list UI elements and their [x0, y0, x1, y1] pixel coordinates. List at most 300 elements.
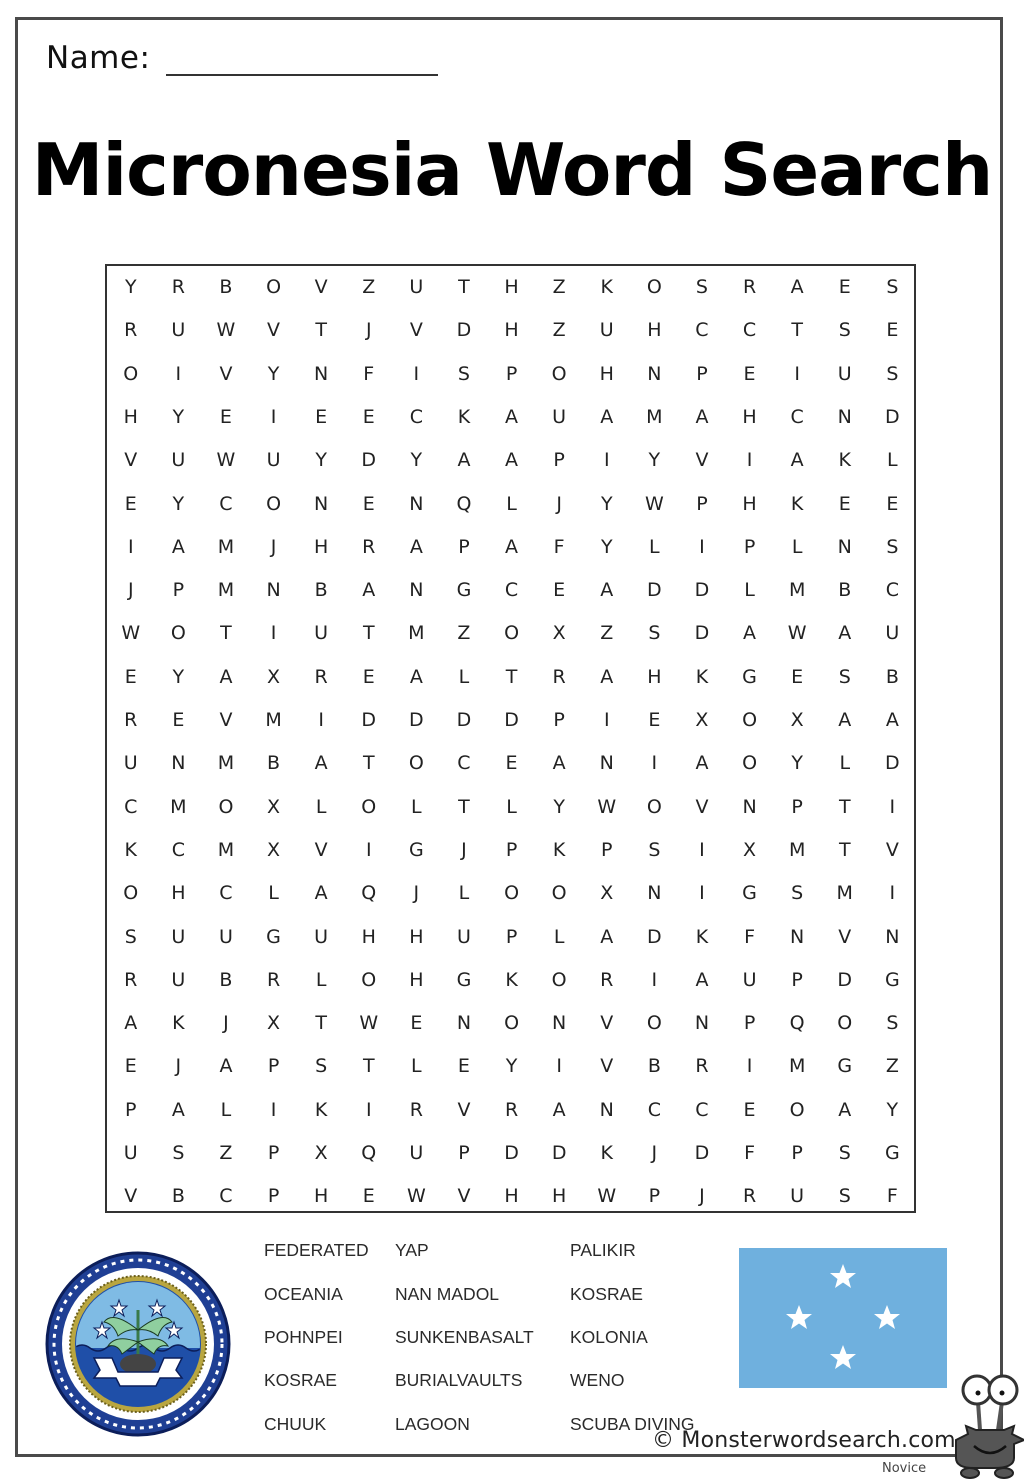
grid-cell[interactable]: M — [170, 795, 187, 818]
grid-cell[interactable]: O — [361, 795, 377, 818]
grid-cell[interactable]: M — [646, 405, 663, 428]
grid-cell[interactable]: Y — [791, 752, 803, 775]
grid-cell[interactable]: D — [456, 709, 472, 731]
grid-cell[interactable]: T — [315, 1012, 327, 1035]
grid-cell[interactable]: T — [315, 319, 327, 342]
grid-cell[interactable]: T — [458, 276, 470, 298]
grid-cell[interactable]: A — [600, 579, 614, 602]
grid-cell[interactable]: I — [270, 405, 277, 428]
grid-cell[interactable]: A — [695, 752, 709, 775]
grid-cell[interactable]: E — [362, 665, 375, 688]
grid-cell[interactable]: T — [838, 795, 851, 818]
grid-cell[interactable]: W — [359, 1012, 379, 1035]
grid-cell[interactable]: K — [695, 665, 709, 688]
grid-cell[interactable]: H — [647, 665, 662, 688]
grid-cell[interactable]: L — [744, 579, 755, 602]
name-input-line[interactable] — [166, 74, 438, 76]
grid-cell[interactable]: V — [314, 276, 328, 298]
grid-cell[interactable]: S — [791, 882, 804, 905]
grid-cell[interactable]: L — [315, 968, 327, 991]
grid-cell[interactable]: B — [314, 579, 328, 602]
grid-cell[interactable]: S — [648, 622, 661, 645]
grid-cell[interactable]: Z — [219, 1142, 233, 1164]
grid-cell[interactable]: E — [362, 1185, 375, 1208]
grid-cell[interactable]: G — [456, 579, 472, 602]
grid-cell[interactable]: H — [551, 1185, 567, 1208]
grid-cell[interactable]: C — [457, 752, 471, 775]
grid-cell[interactable]: H — [409, 925, 424, 948]
grid-cell[interactable]: H — [504, 1185, 519, 1208]
grid-cell[interactable]: V — [600, 1055, 614, 1078]
grid-cell[interactable]: L — [268, 882, 279, 905]
grid-cell[interactable]: E — [362, 405, 375, 428]
grid-cell[interactable]: O — [742, 709, 758, 731]
grid-cell[interactable]: Z — [885, 1055, 899, 1078]
grid-cell[interactable]: N — [885, 925, 900, 948]
grid-cell[interactable]: M — [217, 838, 235, 861]
grid-cell[interactable]: K — [124, 838, 137, 861]
grid-cell[interactable]: N — [314, 362, 329, 385]
grid-cell[interactable]: L — [411, 795, 422, 818]
grid-cell[interactable]: V — [695, 795, 709, 818]
grid-cell[interactable]: E — [648, 709, 661, 731]
grid-cell[interactable]: R — [504, 1098, 519, 1121]
grid-cell[interactable]: R — [409, 1098, 423, 1121]
grid-cell[interactable]: O — [408, 752, 424, 775]
grid-cell[interactable]: T — [458, 795, 470, 818]
grid-cell[interactable]: L — [315, 795, 327, 818]
grid-cell[interactable]: N — [790, 925, 805, 948]
grid-cell[interactable]: C — [695, 319, 709, 342]
grid-cell[interactable]: H — [409, 968, 424, 991]
grid-cell[interactable]: K — [457, 405, 471, 428]
grid-cell[interactable]: H — [504, 276, 519, 298]
grid-cell[interactable]: I — [699, 535, 705, 558]
grid-cell[interactable]: I — [746, 449, 753, 472]
grid-cell[interactable]: V — [409, 319, 423, 342]
grid-cell[interactable]: N — [314, 492, 329, 515]
grid-cell[interactable]: C — [504, 579, 519, 602]
word-search-grid[interactable] — [105, 264, 916, 1213]
grid-cell[interactable]: K — [838, 449, 851, 472]
grid-cell[interactable]: Y — [267, 362, 280, 385]
grid-cell[interactable]: G — [884, 1142, 900, 1164]
grid-cell[interactable]: E — [886, 319, 899, 342]
grid-cell[interactable]: O — [646, 276, 662, 298]
grid-cell[interactable]: A — [838, 709, 852, 731]
grid-cell[interactable]: P — [505, 838, 518, 861]
grid-cell[interactable]: S — [838, 1185, 851, 1208]
grid-cell[interactable]: O — [837, 1012, 853, 1035]
grid-cell[interactable]: A — [552, 752, 566, 775]
grid-cell[interactable]: O — [646, 795, 662, 818]
grid-cell[interactable]: N — [409, 579, 424, 602]
grid-cell[interactable]: I — [270, 1098, 277, 1121]
grid-cell[interactable]: D — [694, 579, 710, 602]
grid-cell[interactable]: K — [790, 492, 804, 515]
grid-cell[interactable]: J — [699, 1185, 705, 1208]
grid-cell[interactable]: L — [506, 492, 517, 515]
grid-cell[interactable]: E — [172, 709, 185, 731]
grid-cell[interactable]: R — [742, 276, 757, 298]
grid-cell[interactable]: A — [838, 1098, 852, 1121]
grid-cell[interactable]: O — [123, 362, 139, 385]
grid-cell[interactable]: Y — [553, 795, 565, 818]
grid-cell[interactable]: I — [889, 795, 896, 818]
grid-cell[interactable]: I — [556, 1055, 562, 1078]
grid-cell[interactable]: D — [504, 1142, 519, 1164]
grid-cell[interactable]: K — [552, 838, 566, 861]
grid-cell[interactable]: I — [413, 362, 420, 385]
grid-cell[interactable]: K — [600, 1142, 613, 1164]
grid-cell[interactable]: K — [695, 925, 709, 948]
grid-cell[interactable]: O — [266, 276, 282, 298]
grid-cell[interactable]: A — [171, 535, 185, 558]
grid-cell[interactable]: M — [217, 579, 235, 602]
grid-cell[interactable]: Q — [361, 1142, 377, 1164]
grid-cell[interactable]: H — [313, 535, 329, 558]
grid-cell[interactable]: J — [365, 319, 372, 342]
grid-cell[interactable]: C — [124, 795, 138, 818]
grid-cell[interactable]: P — [553, 449, 565, 472]
grid-cell[interactable]: E — [457, 1055, 470, 1078]
grid-cell[interactable]: N — [742, 795, 757, 818]
grid-cell[interactable]: E — [886, 492, 899, 515]
grid-cell[interactable]: R — [695, 1055, 709, 1078]
grid-cell[interactable]: H — [599, 362, 614, 385]
grid-cell[interactable]: N — [837, 405, 852, 428]
grid-cell[interactable]: U — [456, 925, 471, 948]
grid-cell[interactable]: P — [791, 795, 803, 818]
grid-cell[interactable]: P — [553, 709, 565, 731]
grid-cell[interactable]: N — [456, 1012, 472, 1035]
grid-cell[interactable]: A — [219, 665, 233, 688]
grid-cell[interactable]: A — [314, 882, 328, 905]
grid-cell[interactable]: T — [362, 1055, 375, 1078]
grid-cell[interactable]: B — [219, 968, 233, 991]
grid-cell[interactable]: V — [219, 362, 233, 385]
grid-cell[interactable]: A — [409, 665, 423, 688]
grid-cell[interactable]: W — [406, 1185, 426, 1208]
grid-cell[interactable]: W — [216, 319, 236, 342]
grid-cell[interactable]: D — [885, 405, 900, 428]
grid-cell[interactable]: D — [647, 925, 662, 948]
grid-cell[interactable]: C — [171, 838, 185, 861]
grid-cell[interactable]: P — [125, 1098, 137, 1121]
grid-cell[interactable]: Z — [552, 319, 566, 342]
grid-cell[interactable]: R — [124, 968, 138, 991]
grid-cell[interactable]: O — [504, 622, 520, 645]
grid-cell[interactable]: U — [314, 622, 329, 645]
grid-cell[interactable]: U — [552, 405, 567, 428]
grid-cell[interactable]: L — [887, 449, 898, 472]
grid-cell[interactable]: G — [266, 925, 281, 948]
grid-cell[interactable]: P — [648, 1185, 661, 1208]
grid-cell[interactable]: V — [838, 925, 852, 948]
grid-cell[interactable]: J — [461, 838, 467, 861]
grid-cell[interactable]: O — [646, 1012, 662, 1035]
grid-cell[interactable]: B — [647, 1055, 661, 1078]
grid-cell[interactable]: P — [267, 1142, 280, 1164]
grid-cell[interactable]: P — [791, 1142, 803, 1164]
grid-cell[interactable]: I — [746, 1055, 753, 1078]
grid-cell[interactable]: U — [837, 362, 852, 385]
grid-cell[interactable]: V — [314, 838, 328, 861]
grid-cell[interactable]: C — [695, 1098, 709, 1121]
grid-cell[interactable]: N — [599, 752, 614, 775]
grid-cell[interactable]: D — [409, 709, 424, 731]
grid-cell[interactable]: I — [651, 968, 658, 991]
grid-cell[interactable]: E — [219, 405, 232, 428]
grid-cell[interactable]: Y — [172, 405, 185, 428]
grid-cell[interactable]: X — [790, 709, 804, 731]
grid-cell[interactable]: B — [171, 1185, 185, 1208]
grid-cell[interactable]: J — [223, 1012, 229, 1035]
grid-cell[interactable]: Z — [600, 622, 614, 645]
grid-cell[interactable]: Z — [552, 276, 566, 298]
grid-cell[interactable]: U — [409, 1142, 424, 1164]
grid-cell[interactable]: I — [270, 622, 277, 645]
grid-cell[interactable]: V — [457, 1185, 471, 1208]
grid-cell[interactable]: O — [170, 622, 186, 645]
grid-cell[interactable]: G — [742, 665, 757, 688]
grid-cell[interactable]: T — [362, 752, 375, 775]
grid-cell[interactable]: P — [172, 579, 185, 602]
grid-cell[interactable]: O — [742, 752, 758, 775]
grid-cell[interactable]: Y — [648, 449, 661, 472]
grid-cell[interactable]: P — [743, 1012, 756, 1035]
grid-cell[interactable]: A — [600, 925, 614, 948]
grid-cell[interactable]: K — [314, 1098, 328, 1121]
grid-cell[interactable]: K — [505, 968, 518, 991]
grid-cell[interactable]: I — [603, 449, 610, 472]
grid-cell[interactable]: F — [886, 1185, 898, 1208]
grid-cell[interactable]: A — [124, 1012, 138, 1035]
grid-cell[interactable]: X — [267, 1012, 281, 1035]
grid-cell[interactable]: O — [789, 1098, 805, 1121]
grid-cell[interactable]: J — [556, 492, 562, 515]
grid-cell[interactable]: M — [788, 838, 806, 861]
grid-cell[interactable]: P — [696, 492, 708, 515]
grid-cell[interactable]: P — [601, 838, 613, 861]
grid-cell[interactable]: H — [171, 882, 186, 905]
grid-cell[interactable]: M — [836, 882, 853, 905]
grid-cell[interactable]: S — [172, 1142, 185, 1164]
grid-cell[interactable]: I — [365, 838, 372, 861]
grid-cell[interactable]: F — [553, 535, 565, 558]
grid-cell[interactable]: Y — [315, 449, 327, 472]
grid-cell[interactable]: O — [551, 362, 567, 385]
grid-cell[interactable]: N — [647, 362, 662, 385]
grid-cell[interactable]: A — [695, 968, 709, 991]
grid-cell[interactable]: O — [551, 882, 567, 905]
grid-cell[interactable]: T — [791, 319, 803, 342]
grid-cell[interactable]: V — [219, 709, 233, 731]
grid-cell[interactable]: V — [124, 449, 138, 472]
grid-cell[interactable]: Y — [505, 1055, 518, 1078]
grid-cell[interactable]: U — [599, 319, 614, 342]
grid-cell[interactable]: N — [599, 1098, 614, 1121]
grid-cell[interactable]: H — [123, 405, 138, 428]
grid-cell[interactable]: T — [220, 622, 232, 645]
grid-cell[interactable]: J — [651, 1142, 658, 1164]
grid-cell[interactable]: O — [266, 492, 282, 515]
grid-cell[interactable]: E — [838, 276, 851, 298]
grid-cell[interactable]: M — [788, 579, 806, 602]
grid-cell[interactable]: L — [220, 1098, 232, 1121]
grid-cell[interactable]: N — [409, 492, 424, 515]
grid-cell[interactable]: L — [506, 795, 517, 818]
grid-cell[interactable]: A — [505, 535, 519, 558]
grid-cell[interactable]: R — [124, 709, 138, 731]
grid-cell[interactable]: A — [457, 449, 471, 472]
grid-cell[interactable]: E — [124, 492, 137, 515]
grid-cell[interactable]: R — [742, 1185, 757, 1208]
grid-cell[interactable]: L — [839, 752, 851, 775]
grid-cell[interactable]: A — [790, 276, 804, 298]
grid-cell[interactable]: S — [886, 362, 899, 385]
grid-cell[interactable]: M — [788, 1055, 806, 1078]
grid-cell[interactable]: A — [600, 665, 614, 688]
grid-cell[interactable]: I — [127, 535, 134, 558]
grid-cell[interactable]: S — [886, 276, 899, 298]
grid-cell[interactable]: S — [838, 319, 851, 342]
grid-cell[interactable]: V — [124, 1185, 138, 1208]
grid-cell[interactable]: X — [695, 709, 709, 731]
grid-cell[interactable]: C — [790, 405, 804, 428]
grid-cell[interactable]: V — [695, 449, 709, 472]
grid-cell[interactable]: W — [121, 622, 141, 645]
grid-cell[interactable]: A — [362, 579, 376, 602]
grid-cell[interactable]: M — [408, 622, 425, 645]
grid-cell[interactable]: L — [458, 665, 470, 688]
grid-cell[interactable]: D — [361, 449, 377, 472]
grid-cell[interactable]: S — [315, 1055, 328, 1078]
grid-cell[interactable]: C — [647, 1098, 661, 1121]
grid-cell[interactable]: M — [217, 535, 235, 558]
grid-cell[interactable]: N — [552, 1012, 567, 1035]
grid-cell[interactable]: S — [695, 276, 708, 298]
grid-cell[interactable]: L — [411, 1055, 422, 1078]
grid-cell[interactable]: S — [457, 362, 470, 385]
grid-cell[interactable]: A — [552, 1098, 566, 1121]
grid-cell[interactable]: H — [504, 319, 519, 342]
grid-cell[interactable]: P — [458, 1142, 470, 1164]
grid-cell[interactable]: E — [838, 492, 851, 515]
grid-cell[interactable]: Z — [362, 276, 376, 298]
grid-cell[interactable]: P — [791, 968, 803, 991]
grid-cell[interactable]: A — [838, 622, 852, 645]
grid-cell[interactable]: U — [409, 276, 424, 298]
grid-cell[interactable]: I — [699, 838, 705, 861]
grid-cell[interactable]: O — [504, 882, 520, 905]
grid-cell[interactable]: J — [175, 1055, 182, 1078]
grid-cell[interactable]: B — [219, 276, 233, 298]
grid-cell[interactable]: A — [743, 622, 757, 645]
grid-cell[interactable]: C — [742, 319, 757, 342]
grid-cell[interactable]: L — [553, 925, 565, 948]
grid-cell[interactable]: X — [600, 882, 614, 905]
grid-cell[interactable]: U — [123, 1142, 138, 1164]
grid-cell[interactable]: N — [694, 1012, 710, 1035]
grid-cell[interactable]: C — [219, 1185, 233, 1208]
grid-cell[interactable]: L — [791, 535, 803, 558]
grid-cell[interactable]: I — [794, 362, 800, 385]
grid-cell[interactable]: T — [505, 665, 518, 688]
grid-cell[interactable]: A — [409, 535, 423, 558]
grid-cell[interactable]: N — [266, 579, 281, 602]
grid-cell[interactable]: O — [218, 795, 234, 818]
grid-cell[interactable]: B — [267, 752, 281, 775]
grid-cell[interactable]: U — [218, 925, 233, 948]
grid-cell[interactable]: U — [123, 752, 138, 775]
grid-cell[interactable]: L — [458, 882, 470, 905]
grid-cell[interactable]: Q — [789, 1012, 805, 1035]
grid-cell[interactable]: Z — [457, 622, 471, 645]
grid-cell[interactable]: A — [505, 405, 519, 428]
grid-cell[interactable]: D — [504, 709, 519, 731]
grid-cell[interactable]: E — [124, 1055, 137, 1078]
grid-cell[interactable]: D — [361, 709, 377, 731]
grid-cell[interactable]: G — [742, 882, 757, 905]
grid-cell[interactable]: F — [744, 1142, 756, 1164]
grid-cell[interactable]: V — [600, 1012, 614, 1035]
grid-cell[interactable]: D — [456, 319, 472, 342]
grid-cell[interactable]: A — [600, 405, 614, 428]
grid-cell[interactable]: E — [124, 665, 137, 688]
grid-cell[interactable]: R — [552, 665, 566, 688]
grid-cell[interactable]: S — [838, 1142, 851, 1164]
grid-cell[interactable]: Y — [172, 492, 185, 515]
grid-cell[interactable]: E — [362, 492, 375, 515]
grid-cell[interactable]: I — [365, 1098, 372, 1121]
grid-cell[interactable]: B — [885, 665, 899, 688]
grid-cell[interactable]: G — [408, 838, 424, 861]
grid-cell[interactable]: Y — [600, 535, 613, 558]
grid-cell[interactable]: H — [647, 319, 662, 342]
grid-cell[interactable]: U — [171, 449, 186, 472]
grid-cell[interactable]: S — [648, 838, 661, 861]
grid-cell[interactable]: N — [647, 882, 662, 905]
grid-cell[interactable]: V — [885, 838, 899, 861]
grid-cell[interactable]: D — [647, 579, 662, 602]
grid-cell[interactable]: O — [504, 1012, 520, 1035]
grid-cell[interactable]: J — [127, 579, 134, 602]
grid-cell[interactable]: F — [744, 925, 756, 948]
grid-cell[interactable]: P — [505, 362, 518, 385]
grid-cell[interactable]: R — [171, 276, 185, 298]
grid-cell[interactable]: A — [171, 1098, 185, 1121]
grid-cell[interactable]: C — [219, 492, 233, 515]
grid-cell[interactable]: U — [885, 622, 900, 645]
grid-cell[interactable]: C — [885, 579, 899, 602]
grid-cell[interactable]: D — [694, 1142, 710, 1164]
grid-cell[interactable]: M — [217, 752, 235, 775]
grid-cell[interactable]: U — [266, 449, 281, 472]
grid-cell[interactable]: Q — [361, 882, 377, 905]
grid-cell[interactable]: D — [694, 622, 710, 645]
grid-cell[interactable]: R — [266, 968, 281, 991]
grid-cell[interactable]: O — [551, 968, 567, 991]
grid-cell[interactable]: X — [314, 1142, 328, 1164]
grid-cell[interactable]: M — [265, 709, 282, 731]
grid-cell[interactable]: L — [649, 535, 660, 558]
grid-cell[interactable]: Y — [410, 449, 423, 472]
grid-cell[interactable]: E — [553, 579, 566, 602]
grid-cell[interactable]: I — [651, 752, 658, 775]
grid-cell[interactable]: W — [787, 622, 807, 645]
grid-cell[interactable]: W — [644, 492, 664, 515]
